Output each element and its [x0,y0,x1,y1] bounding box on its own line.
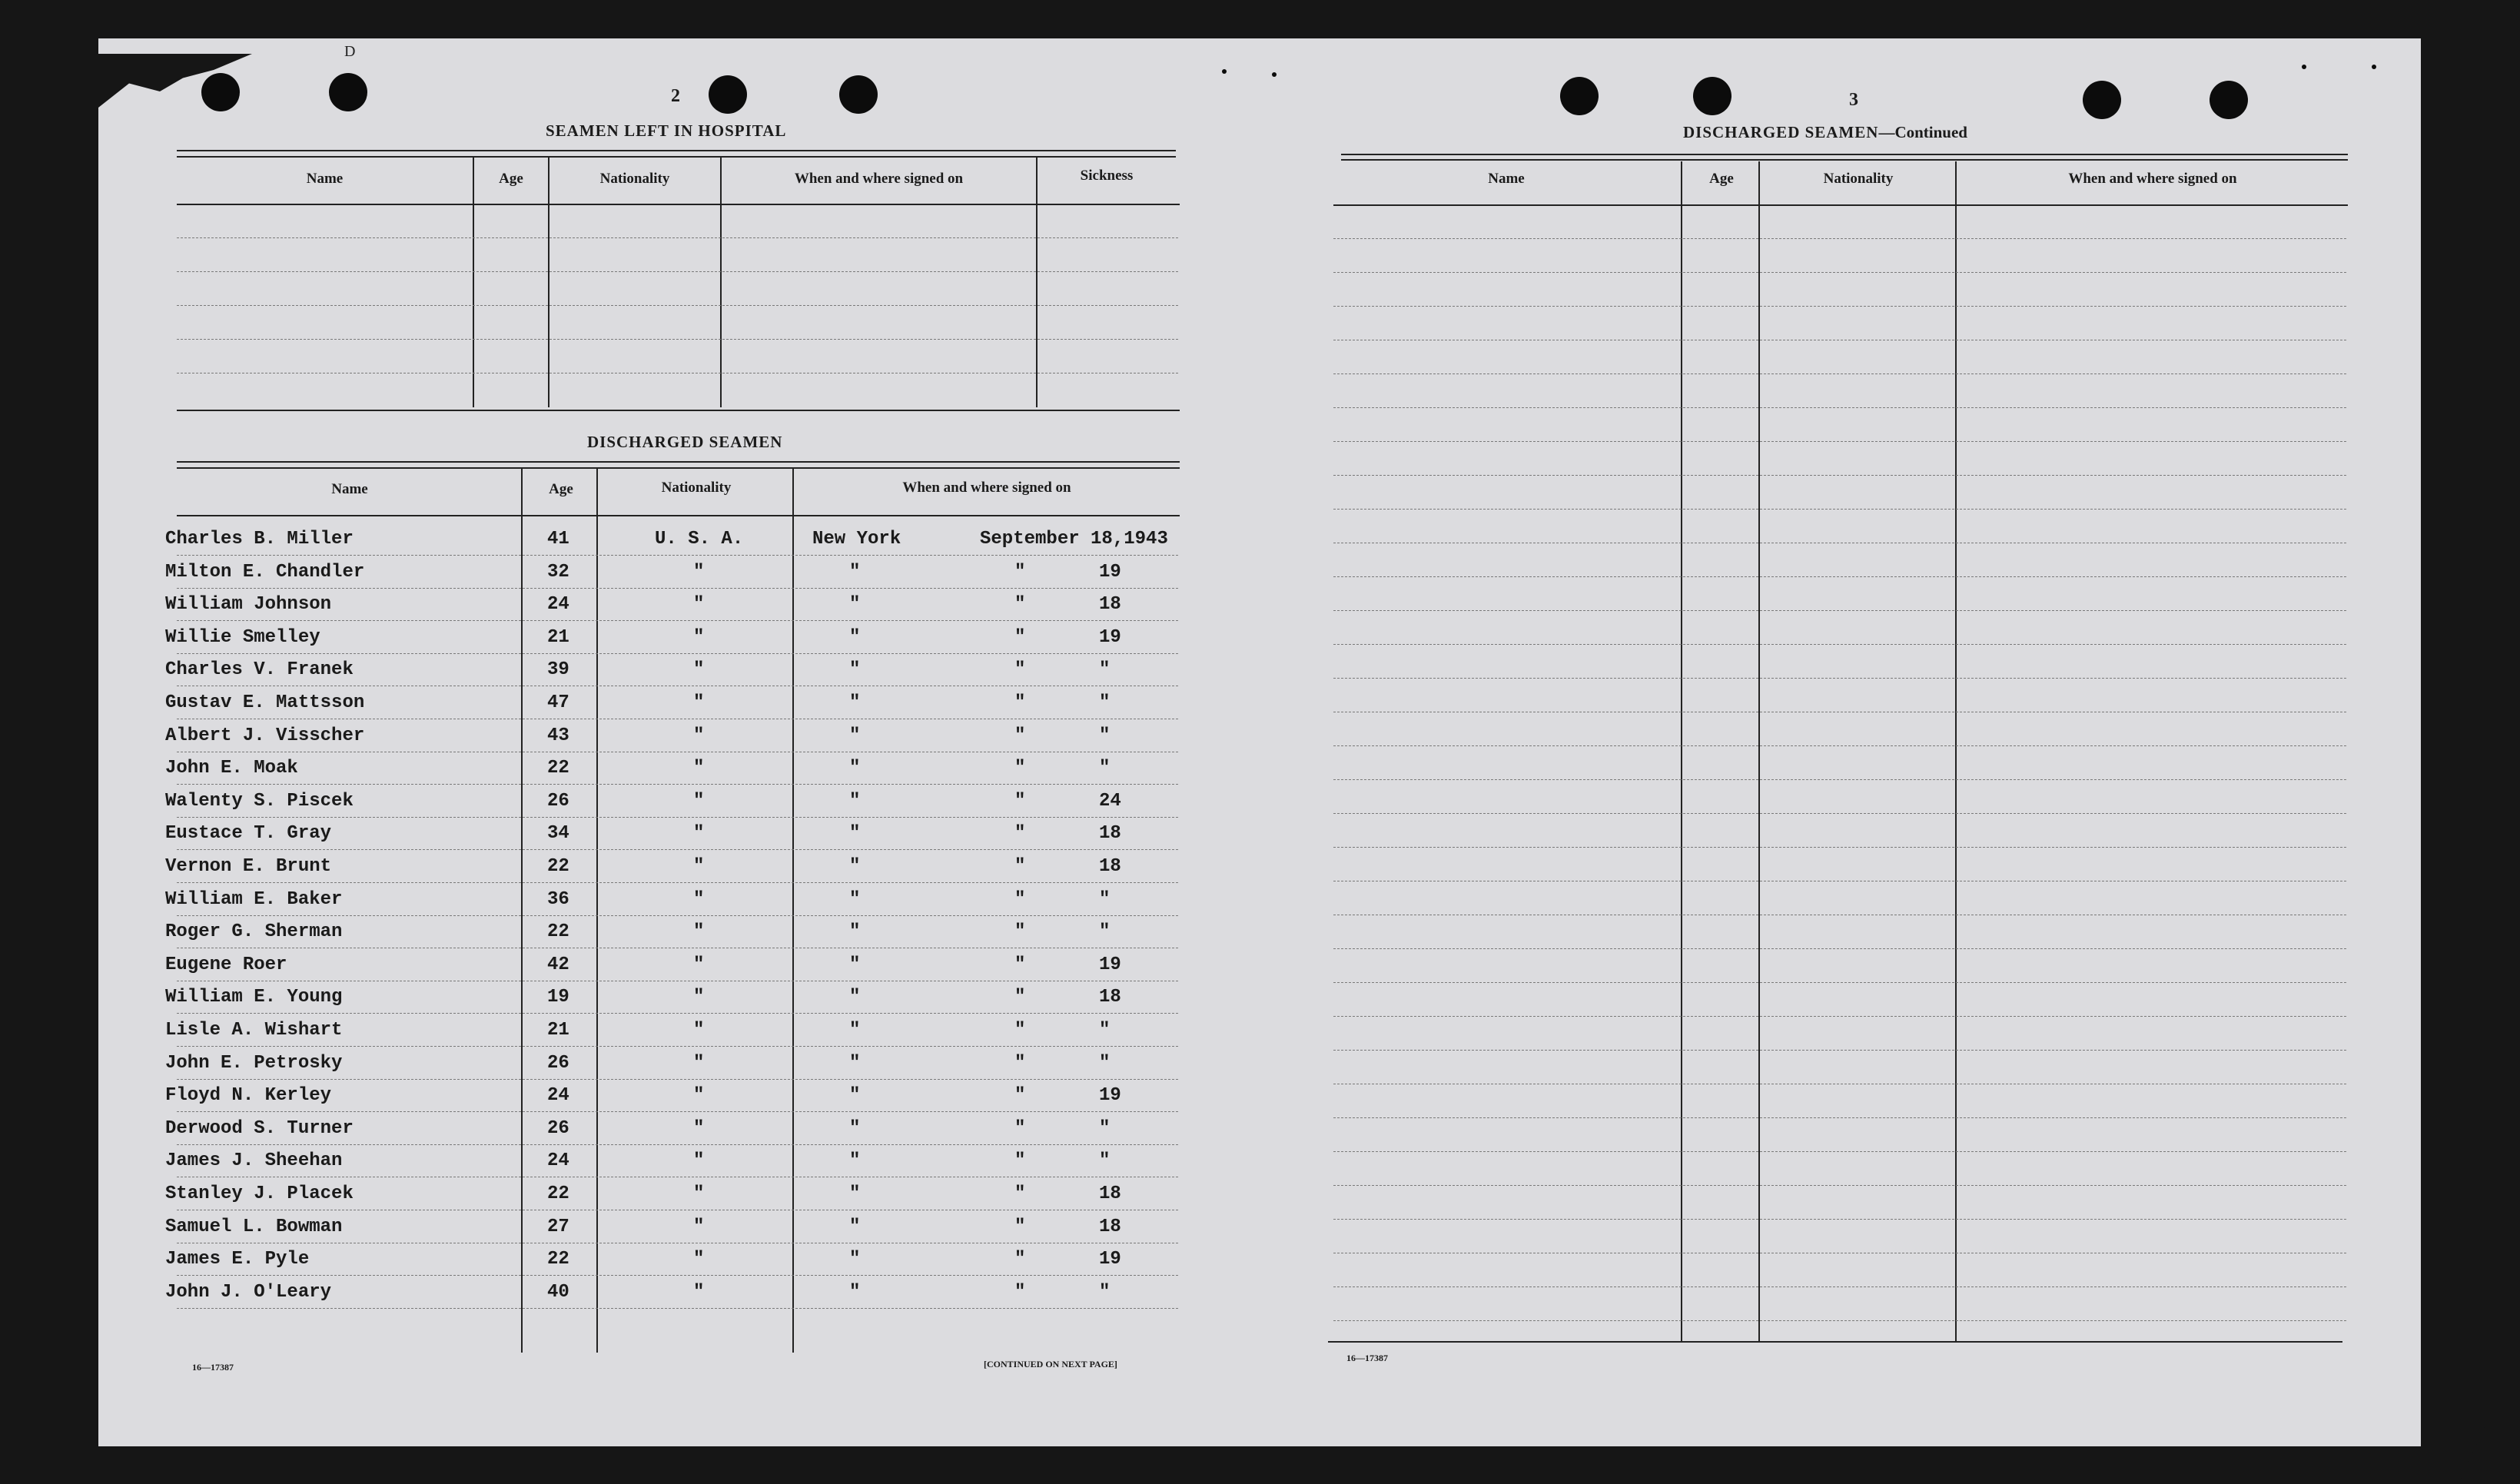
continued-col-nationality: Nationality [1823,171,1894,187]
punch-hole [2302,65,2306,69]
row-day: " [1099,1150,1111,1172]
row-month: " [1014,1085,1026,1107]
continued-section-title [1683,123,1967,142]
discharged-col-nationality: Nationality [661,480,732,496]
ruled-line [1333,509,2348,510]
row-place: " [849,1249,861,1270]
row-age: 26 [547,790,569,812]
row-place: " [849,954,861,975]
row-age: 21 [547,626,569,648]
row-nationality: " [693,1249,705,1270]
row-nationality: " [693,1052,705,1074]
row-age: 24 [547,1150,569,1172]
margin-mark: D [344,43,356,60]
col-divider [521,469,523,1353]
ruled-line [177,882,1180,883]
ruled-line [177,588,1180,589]
header-rule [177,515,1180,516]
row-age: 24 [547,594,569,616]
ruled-line [177,305,1180,306]
row-name: John J. O'Leary [165,1281,332,1303]
rule [1341,159,2348,161]
row-nationality: " [693,692,705,713]
row-age: 22 [547,758,569,779]
row-age: 21 [547,1020,569,1041]
continued-col-name: Name [1488,171,1525,187]
col-divider [1681,161,1682,1341]
ruled-line [1333,1185,2348,1186]
ruled-line [1333,306,2348,307]
ruled-line [177,1111,1180,1112]
ruled-line [1333,441,2348,442]
row-day: 18 [1099,1216,1121,1237]
punch-hole [1222,69,1227,74]
row-date: September 18,1943 [980,529,1168,549]
row-place: New York [812,529,901,549]
row-age: 24 [547,1085,569,1107]
ruled-line [177,817,1180,818]
row-month: " [1014,626,1026,648]
col-divider [720,158,722,407]
row-month: " [1014,921,1026,943]
ruled-line [1333,373,2348,374]
row-age: 22 [547,856,569,877]
row-month: " [1014,856,1026,877]
row-name: Charles V. Franek [165,659,354,681]
row-age: 22 [547,921,569,943]
row-name: Albert J. Visscher [165,725,365,746]
col-divider [792,469,794,1353]
rule [177,467,1180,469]
ruled-line [177,1013,1180,1014]
continued-note: [CONTINUED ON NEXT PAGE] [984,1359,1117,1369]
row-place: " [849,1085,861,1107]
row-name: Milton E. Chandler [165,561,365,583]
row-day: " [1099,659,1111,681]
row-place: " [849,790,861,812]
punch-hole [1693,77,1731,115]
row-place: " [849,1150,861,1172]
ruled-line [177,555,1180,556]
hospital-col-nationality: Nationality [599,171,670,187]
row-day: " [1099,725,1111,746]
row-name: Eugene Roer [165,954,287,975]
row-age: 39 [547,659,569,681]
row-name: Eustace T. Gray [165,823,332,845]
row-month: " [1014,1020,1026,1041]
row-place: " [849,1117,861,1139]
continued-col-age: Age [1709,171,1734,187]
ruled-line [1333,982,2348,983]
row-day: " [1099,1052,1111,1074]
row-place: " [849,692,861,713]
row-day: 18 [1099,987,1121,1008]
row-place: " [849,1216,861,1237]
row-month: " [1014,790,1026,812]
row-day: 19 [1099,1249,1121,1270]
page-number: 2 [671,86,680,106]
row-name: Derwood S. Turner [165,1117,354,1139]
title-suffix: —Continued [1878,123,1967,141]
row-nationality: " [693,626,705,648]
punch-hole [2210,81,2248,119]
col-divider [1955,161,1957,1341]
row-place: " [849,1020,861,1041]
header-rule [1333,204,2348,206]
row-month: " [1014,1281,1026,1303]
ruled-line [1333,238,2348,239]
row-place: " [849,987,861,1008]
ruled-line [177,653,1180,654]
row-day: " [1099,888,1111,910]
row-name: James J. Sheehan [165,1150,343,1172]
hospital-col-signed-on: When and where signed on [794,171,964,187]
row-nationality: " [693,1117,705,1139]
row-month: " [1014,888,1026,910]
form-number: 16—17387 [192,1362,234,1373]
row-place: " [849,1052,861,1074]
row-nationality: " [693,954,705,975]
row-age: 40 [547,1281,569,1303]
row-age: 26 [547,1117,569,1139]
row-name: Vernon E. Brunt [165,856,332,877]
row-month: " [1014,561,1026,583]
row-day: 24 [1099,790,1121,812]
row-name: William E. Baker [165,888,343,910]
row-nationality: " [693,725,705,746]
hospital-col-name: Name [306,171,344,187]
ruled-line [177,339,1180,340]
row-name: Roger G. Sherman [165,921,343,943]
discharged-col-signed-on: When and where signed on [902,480,1071,496]
title-main: DISCHARGED SEAMEN [1683,123,1879,141]
punch-hole [1560,77,1599,115]
row-age: 34 [547,823,569,845]
row-month: " [1014,692,1026,713]
row-day: 18 [1099,1184,1121,1204]
ruled-line [1333,779,2348,780]
page-number: 3 [1849,90,1858,110]
row-nationality: " [693,594,705,616]
row-nationality: U. S. A. [655,529,744,549]
discharged-col-age: Age [549,481,573,497]
row-name: John E. Moak [165,758,298,779]
row-name: Gustav E. Mattsson [165,692,365,713]
ruled-line [1333,847,2348,848]
hospital-col-age: Age [499,171,523,187]
row-name: James E. Pyle [165,1249,310,1270]
row-nationality: " [693,1281,705,1303]
ruled-line [1333,576,2348,577]
row-month: " [1014,987,1026,1008]
row-day: " [1099,1281,1111,1303]
col-divider [596,469,598,1353]
row-place: " [849,659,861,681]
row-place: " [849,921,861,943]
row-age: 41 [547,529,569,549]
row-day: 19 [1099,561,1121,583]
row-place: " [849,561,861,583]
row-month: " [1014,1117,1026,1139]
row-nationality: " [693,1020,705,1041]
discharged-col-name: Name [331,481,368,497]
ruled-line [1333,678,2348,679]
row-nationality: " [693,561,705,583]
ruled-line [1333,1016,2348,1017]
punch-hole [709,75,747,114]
rule [177,410,1180,411]
col-divider [473,158,474,407]
ruled-line [177,237,1180,238]
row-name: William Johnson [165,594,332,616]
col-divider [1758,161,1760,1341]
row-day: 18 [1099,856,1121,877]
row-month: " [1014,659,1026,681]
ruled-line [1333,1050,2348,1051]
row-name: Samuel L. Bowman [165,1216,343,1237]
row-nationality: " [693,1184,705,1204]
punch-hole [329,73,367,111]
row-nationality: " [693,823,705,845]
ruled-line [1333,644,2348,645]
punch-hole [1272,72,1277,77]
rule [177,461,1180,463]
row-month: " [1014,725,1026,746]
row-day: " [1099,1117,1111,1139]
ruled-line [1333,1219,2348,1220]
row-nationality: " [693,888,705,910]
ruled-line [177,915,1180,916]
row-age: 22 [547,1249,569,1270]
rule [177,156,1176,158]
row-month: " [1014,1150,1026,1172]
ruled-line [1333,1117,2348,1118]
row-name: Floyd N. Kerley [165,1085,332,1107]
row-day: 18 [1099,594,1121,616]
row-age: 36 [547,888,569,910]
row-name: Willie Smelley [165,626,320,648]
discharged-section-title: DISCHARGED SEAMEN [587,433,783,451]
punch-hole [2083,81,2121,119]
form-number: 16—17387 [1346,1353,1388,1363]
ruled-line [177,784,1180,785]
row-day: 19 [1099,1085,1121,1107]
rule [1328,1341,2342,1343]
row-nationality: " [693,1216,705,1237]
row-day: " [1099,758,1111,779]
row-month: " [1014,758,1026,779]
row-month: " [1014,594,1026,616]
row-place: " [849,856,861,877]
row-day: 19 [1099,954,1121,975]
row-age: 43 [547,725,569,746]
punch-hole [201,73,240,111]
rule [1341,154,2348,155]
ruled-line [177,1308,1180,1309]
ruled-line [1333,610,2348,611]
row-nationality: " [693,659,705,681]
header-rule [177,204,1180,205]
ruled-line [1333,1151,2348,1152]
row-place: " [849,888,861,910]
row-nationality: " [693,921,705,943]
row-month: " [1014,954,1026,975]
ruled-line [1333,745,2348,746]
row-nationality: " [693,1150,705,1172]
row-nationality: " [693,1085,705,1107]
row-name: William E. Young [165,987,343,1008]
row-name: Charles B. Miller [165,529,354,549]
row-name: Walenty S. Piscek [165,790,354,812]
ledger-sheet [98,38,2421,1446]
row-place: " [849,626,861,648]
ruled-line [177,849,1180,850]
ruled-line [177,1144,1180,1145]
ruled-line [177,1046,1180,1047]
ruled-line [1333,813,2348,814]
col-divider [548,158,549,407]
row-age: 19 [547,987,569,1008]
row-place: " [849,594,861,616]
row-day: " [1099,692,1111,713]
ruled-line [177,620,1180,621]
row-name: Lisle A. Wishart [165,1020,343,1041]
row-day: " [1099,921,1111,943]
hospital-col-sickness: Sickness [1080,168,1134,184]
ruled-line [1333,407,2348,408]
row-place: " [849,1184,861,1204]
row-age: 42 [547,954,569,975]
ruled-line [177,1079,1180,1080]
row-nationality: " [693,856,705,877]
row-day: 18 [1099,823,1121,845]
ruled-line [1333,272,2348,273]
ruled-line [1333,475,2348,476]
row-age: 22 [547,1184,569,1204]
rule [177,150,1176,151]
row-month: " [1014,823,1026,845]
continued-col-signed-on: When and where signed on [2068,171,2237,187]
row-month: " [1014,1249,1026,1270]
row-age: 47 [547,692,569,713]
row-place: " [849,758,861,779]
hospital-section-title: SEAMEN LEFT IN HOSPITAL [546,121,787,140]
row-place: " [849,823,861,845]
punch-hole [2372,65,2376,69]
row-name: John E. Petrosky [165,1052,343,1074]
row-place: " [849,725,861,746]
row-day: 19 [1099,626,1121,648]
punch-hole [839,75,878,114]
row-place: " [849,1281,861,1303]
row-day: " [1099,1020,1111,1041]
row-nationality: " [693,790,705,812]
ruled-line [177,271,1180,272]
ruled-line [1333,1286,2348,1287]
ruled-line [1333,1320,2348,1321]
ruled-line [177,1275,1180,1276]
ruled-line [1333,948,2348,949]
row-nationality: " [693,758,705,779]
row-age: 27 [547,1216,569,1237]
row-nationality: " [693,987,705,1008]
row-month: " [1014,1216,1026,1237]
row-name: Stanley J. Placek [165,1184,354,1204]
row-month: " [1014,1052,1026,1074]
col-divider [1036,158,1038,407]
row-month: " [1014,1184,1026,1204]
row-age: 32 [547,561,569,583]
row-age: 26 [547,1052,569,1074]
